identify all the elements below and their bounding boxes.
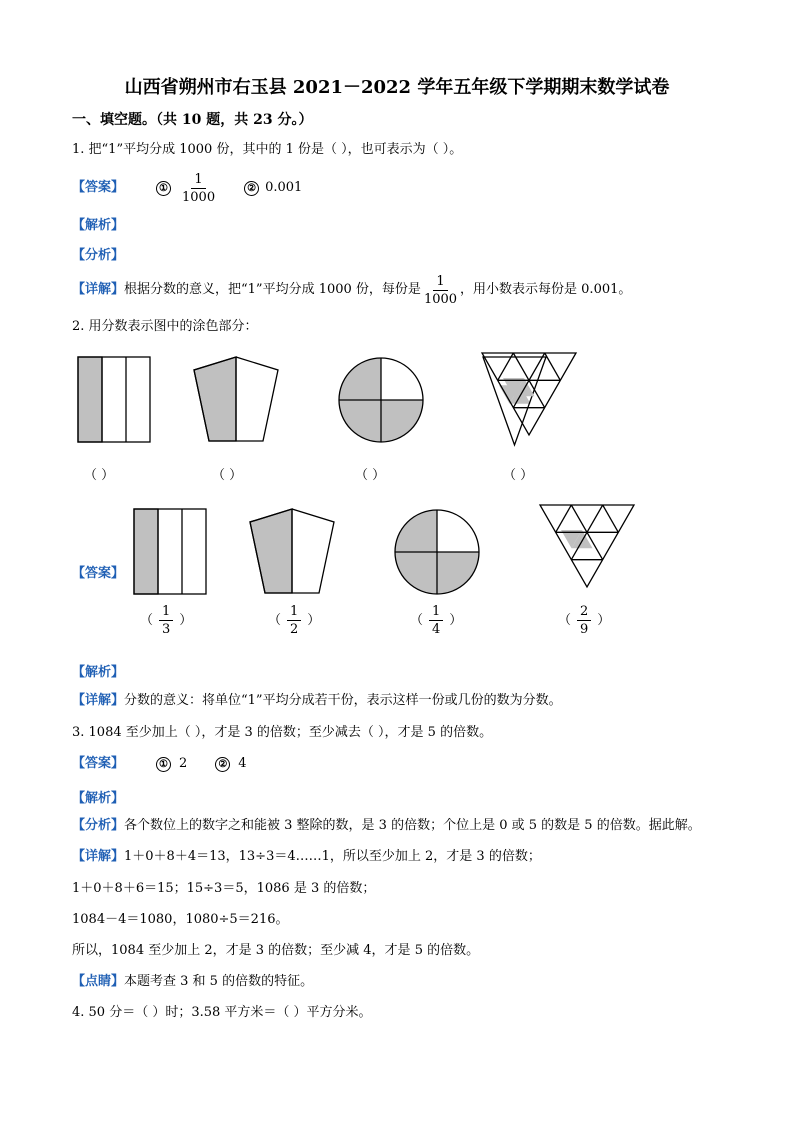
analysis-label: 【解析】 (72, 791, 125, 806)
q2-blank-1: （ ） (84, 468, 115, 483)
q1-answer-2: 0.001 (265, 180, 303, 195)
q2-detail (72, 692, 562, 710)
q2-blank-3: （ ） (355, 468, 386, 483)
q2-blank-4: （ ） (503, 468, 534, 483)
answer-fraction (577, 604, 591, 637)
q1-detail-text-b: ，用小数表示每份是 0.001。 (460, 282, 632, 297)
answer-marker-2: ② (244, 181, 259, 196)
detail-label: 【详解】 (72, 849, 125, 864)
paren-close: ） (449, 612, 463, 628)
fenxi-label: 【分析】 (72, 248, 125, 263)
detail-label: 【详解】 (72, 282, 125, 297)
q2-answer-3 (410, 604, 462, 637)
q3-answer-1: 2 (179, 756, 188, 771)
analysis-label: 【解析】 (72, 665, 125, 680)
question-4: 4. 50 分＝（ ）时；3.58 平方米＝（ ）平方分米。 (72, 1005, 372, 1020)
analysis-label: 【解析】 (72, 218, 125, 233)
q3-detail (72, 848, 541, 866)
paren-open: （ (140, 612, 154, 628)
q3-fenxi-text: 各个数位上的数字之和能被 3 整除的数，是 3 的倍数；个位上是 0 或 5 的数是 5 的倍数。据此解。 (124, 818, 701, 833)
fraction-numerator: 2 (577, 604, 591, 621)
answer-label: 【答案】 (72, 180, 125, 195)
pentagon-figure (250, 509, 334, 593)
paren-open: （ (268, 612, 282, 628)
pentagon-figure (194, 357, 278, 441)
triangle-figure (540, 505, 634, 587)
fraction-denominator: 2 (290, 622, 299, 637)
fraction-denominator: 1000 (182, 189, 216, 205)
q1-detail (72, 272, 631, 308)
answer-fraction (287, 604, 301, 637)
paren-close: ） (597, 612, 611, 628)
fraction-denominator: 3 (162, 622, 171, 637)
fraction-numerator: 1 (433, 274, 447, 291)
q3-answer-2: 4 (238, 756, 247, 771)
rect-figure (134, 509, 206, 594)
q2-answer-2 (268, 604, 320, 637)
q2-blank-2: （ ） (212, 468, 243, 483)
q3-detail-text: 1＋0＋8＋4＝13，13÷3＝4……1，所以至少加上 2，才是 3 的倍数； (124, 849, 541, 864)
question-2: 2. 用分数表示图中的涂色部分： (72, 319, 258, 334)
q2-detail-text: 分数的意义：将单位“1”平均分成若干份，表示这样一份或几份的数为分数。 (124, 693, 562, 708)
paren-open: （ (410, 612, 424, 628)
q3-detail-line-4: 所以，1084 至少加上 2，才是 3 的倍数；至少减 4，才是 5 的倍数。 (72, 943, 480, 958)
paren-close: ） (179, 612, 193, 628)
q3-answer-row (72, 755, 247, 773)
paren-open: （ (558, 612, 572, 628)
q2-answer-1 (140, 604, 192, 637)
fraction-numerator: 1 (287, 604, 301, 621)
answer-fraction (159, 604, 173, 637)
fraction-denominator: 1000 (423, 291, 458, 307)
fraction-denominator: 9 (580, 622, 589, 637)
section-heading: 一、填空题。（共 10 题，共 23 分。） (72, 112, 313, 128)
q2-triangle-grid-1 (480, 351, 582, 447)
fraction-denominator: 4 (432, 622, 441, 637)
question-3: 3. 1084 至少加上（ ），才是 3 的倍数；至少减去（ ），才是 5 的倍数。 (72, 725, 493, 740)
q3-detail-line-3: 1084－4＝1080，1080÷5＝216。 (72, 912, 289, 927)
fraction-numerator: 1 (429, 604, 443, 621)
answer-label: 【答案】 (72, 566, 125, 581)
answer-marker-1: ① (156, 181, 171, 196)
detail-label: 【详解】 (72, 693, 125, 708)
q2-answer-figures (126, 499, 666, 599)
fraction-numerator: 1 (159, 604, 173, 621)
q1-answer-row (72, 170, 302, 206)
answer-fraction (429, 604, 443, 637)
circle-figure (395, 510, 479, 594)
q1-detail-fraction (421, 274, 460, 307)
fenxi-label: 【分析】 (72, 818, 125, 833)
answer-marker-1: ① (156, 757, 171, 772)
q1-detail-text-a: 根据分数的意义，把“1”平均分成 1000 份，每份是 (124, 282, 421, 297)
paren-close: ） (307, 612, 321, 628)
q2-answer-4 (558, 604, 610, 637)
answer-marker-2: ② (215, 757, 230, 772)
q3-comment-text: 本题考查 3 和 5 的倍数的特征。 (124, 974, 314, 989)
comment-label: 【点睛】 (72, 974, 125, 989)
q3-comment (72, 973, 313, 991)
fraction-numerator: 1 (191, 172, 205, 189)
q3-fenxi (72, 817, 701, 835)
page-title: 山西省朔州市右玉县 2021－2022 学年五年级下学期期末数学试卷 (124, 77, 670, 98)
q1-answer-fraction (179, 172, 218, 205)
answer-label: 【答案】 (72, 756, 125, 771)
rect-figure (78, 357, 150, 442)
circle-figure (339, 358, 423, 442)
q3-detail-line-2: 1＋0＋8＋6＝15；15÷3＝5，1086 是 3 的倍数； (72, 881, 376, 896)
question-1: 1. 把“1”平均分成 1000 份，其中的 1 份是（ ），也可表示为（ ）。 (72, 142, 463, 157)
